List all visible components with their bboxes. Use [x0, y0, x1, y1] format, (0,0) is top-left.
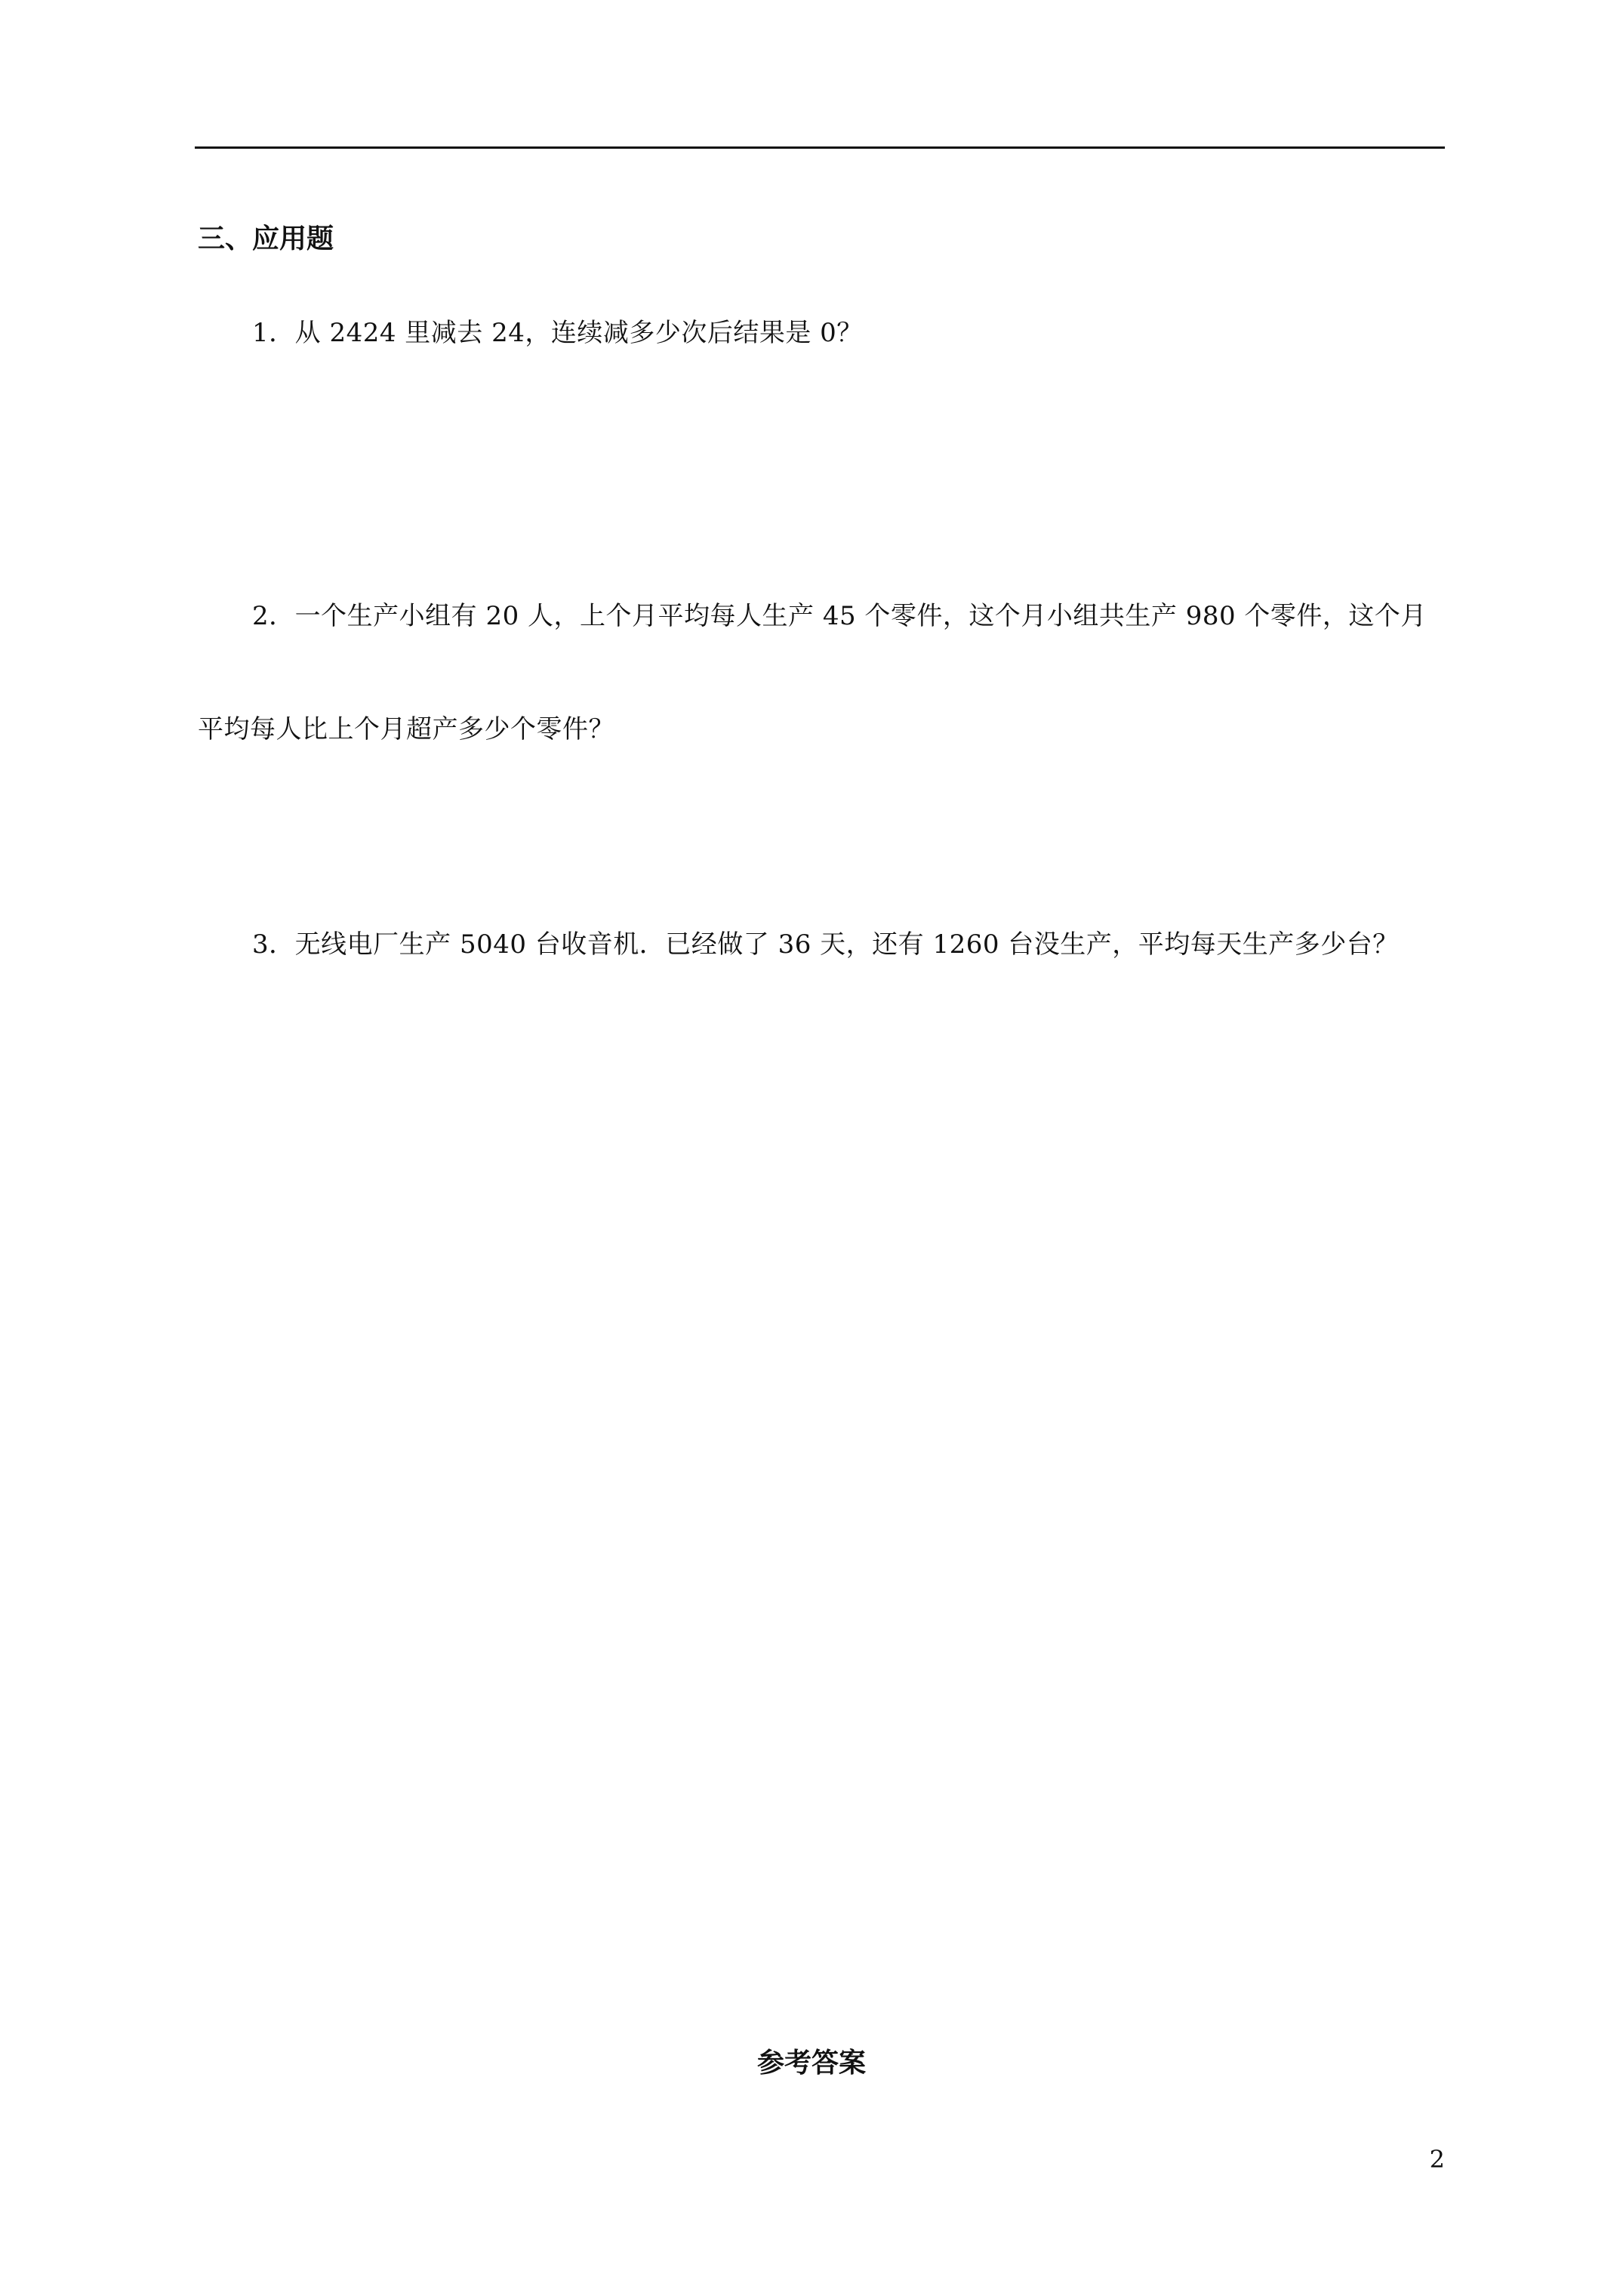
header-rule — [195, 146, 1445, 149]
question-1: 1．从 2424 里减去 24，连续减多少次后结果是 0？ — [252, 318, 863, 348]
answer-heading: 参考答案 — [756, 2047, 866, 2079]
page-number: 2 — [1429, 2145, 1445, 2174]
question-3: 3．无线电厂生产 5040 台收音机．已经做了 36 天，还有 1260 台没生产，平均每天生产多少台？ — [252, 929, 1399, 960]
question-2: 2．一个生产小组有 20 人，上个月平均每人生产 45 个零件，这个月小组共生产 980 个零件，这个月平均每人比上个月超产多少个零件？ — [198, 601, 1427, 744]
section-heading: 三、应用题 — [198, 223, 334, 254]
